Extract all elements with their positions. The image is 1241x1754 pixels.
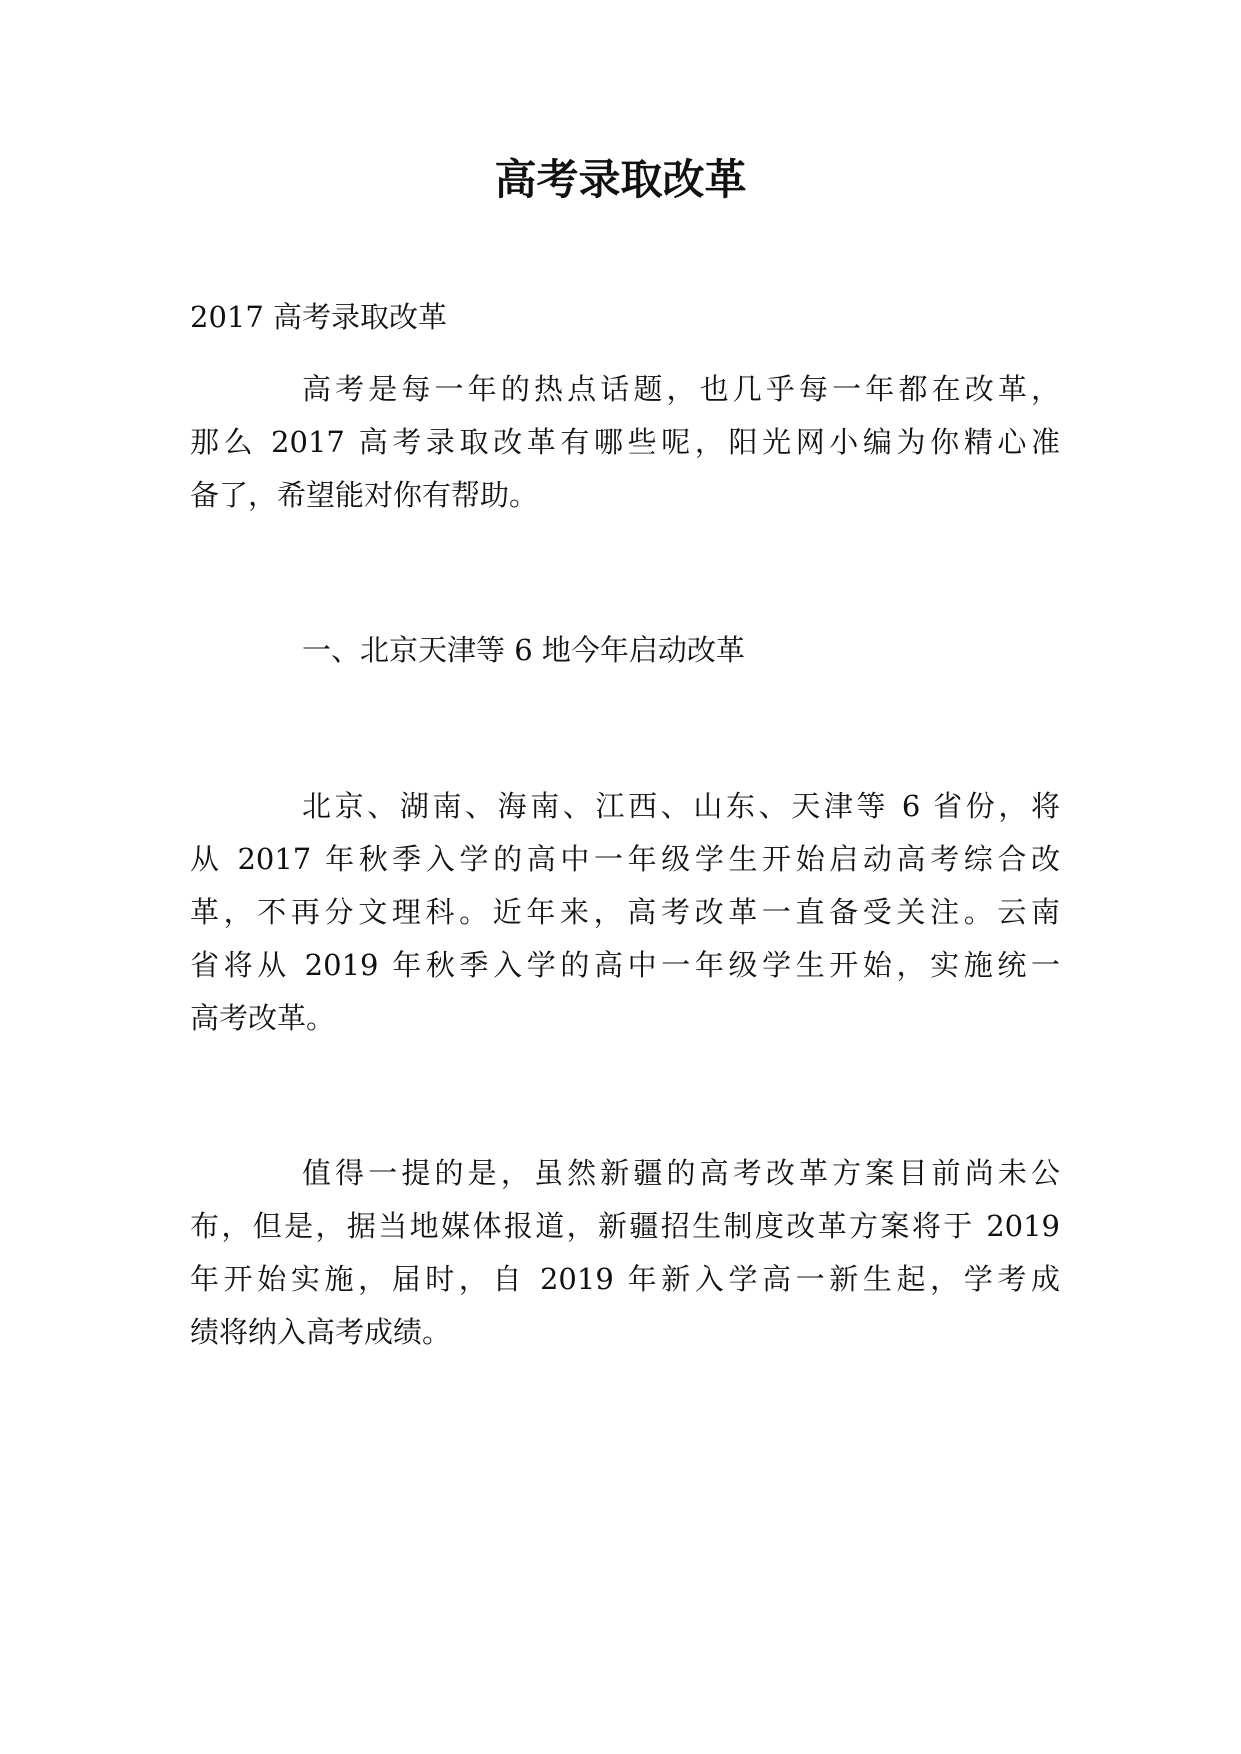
paragraph-line: 值得一提的是，虽然新疆的高考改革方案目前尚未公 bbox=[302, 1156, 1060, 1190]
paragraph-line: 那么 2017 高考录取改革有哪些呢，阳光网小编为你精心准 bbox=[190, 425, 1060, 459]
paragraph-line: 北京、湖南、海南、江西、山东、天津等 6 省份，将 bbox=[302, 789, 1060, 823]
document-title: 高考录取改革 bbox=[494, 155, 747, 204]
paragraph-line: 年开始实施，届时，自 2019 年新入学高一新生起，学考成 bbox=[190, 1262, 1060, 1296]
document-subtitle: 2017 高考录取改革 bbox=[190, 300, 448, 334]
paragraph-line: 绩将纳入高考成绩。 bbox=[190, 1315, 452, 1349]
paragraph-line: 备了，希望能对你有帮助。 bbox=[190, 478, 539, 512]
section-heading: 一、北京天津等 6 地今年启动改革 bbox=[302, 633, 745, 667]
paragraph-line: 省将从 2019 年秋季入学的高中一年级学生开始，实施统一 bbox=[190, 948, 1060, 982]
paragraph-line: 革，不再分文理科。近年来，高考改革一直备受关注。云南 bbox=[190, 895, 1060, 929]
paragraph-line: 高考改革。 bbox=[190, 1001, 336, 1035]
paragraph-line: 从 2017 年秋季入学的高中一年级学生开始启动高考综合改 bbox=[190, 842, 1060, 876]
paragraph-line: 高考是每一年的热点话题，也几乎每一年都在改革， bbox=[302, 372, 1060, 406]
paragraph-line: 布，但是，据当地媒体报道，新疆招生制度改革方案将于 2019 bbox=[190, 1209, 1060, 1243]
